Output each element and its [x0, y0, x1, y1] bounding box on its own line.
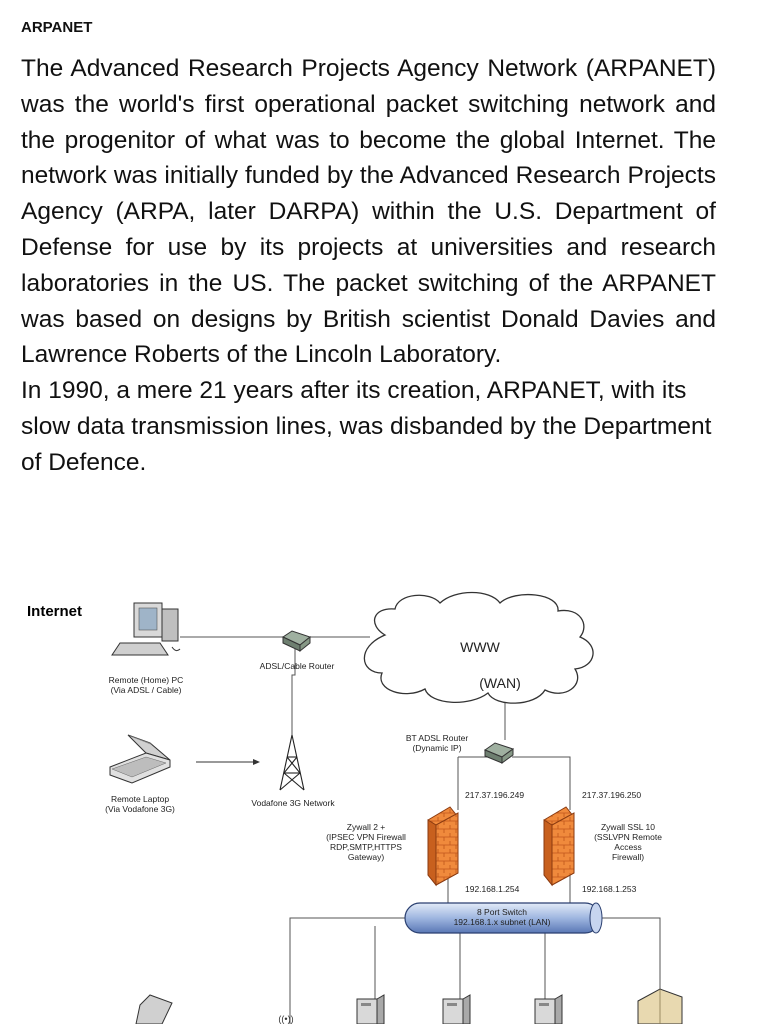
remote-pc-sublabel: (Via ADSL / Cable) — [110, 685, 182, 695]
zywall-left-label-4: Gateway) — [347, 852, 385, 862]
zywall-right-label-4: Firewall) — [611, 852, 645, 862]
laptop-bottom-icon — [136, 995, 172, 1024]
server-tower-icon — [638, 989, 682, 1024]
server-icon-3 — [535, 995, 562, 1024]
internet-label: Internet — [27, 603, 83, 620]
remote-laptop-sublabel: (Via Vodafone 3G) — [105, 804, 175, 814]
zywall-left-label-2: (IPSEC VPN Firewall — [326, 832, 406, 842]
switch-sublabel: 192.168.1.x subnet (LAN) — [453, 917, 551, 927]
server-icon-1 — [357, 995, 384, 1024]
zywall-right-label-1: Zywall SSL 10 — [600, 822, 656, 832]
article-body — [21, 51, 716, 481]
network-diagram — [0, 585, 768, 1024]
remote-pc-label: Remote (Home) PC — [108, 675, 184, 685]
server-icon-2 — [443, 995, 470, 1024]
paragraph-intro: The Advanced Research Projects Agency Network (ARPANET) was the world's first operational packet switching network and the progenitor of what was to become the global Internet. The network was initially funded by the Advanced Research Projects Agency (ARPA, later DARPA) within the U.S. Department of Defense for use by its projects at universities and research laboratories in the US. The packet switching of the ARPANET was based on designs by British scientist Donald Davies and Lawrence Roberts of the Lincoln Laboratory. — [21, 55, 716, 369]
firewall-right-icon — [544, 807, 574, 885]
remote-laptop-label: Remote Laptop — [110, 794, 170, 804]
laptop-icon — [110, 735, 170, 783]
bt-router-icon — [485, 743, 513, 763]
wifi-icon — [278, 1014, 293, 1024]
zywall-left-label-1: Zywall 2 + — [346, 822, 386, 832]
bt-router-sublabel: (Dynamic IP) — [412, 743, 462, 753]
firewall-left-icon — [428, 807, 458, 885]
ip-left-wan: 217.37.196.249 — [465, 790, 525, 800]
desktop-pc-icon — [112, 603, 180, 655]
cloud-wan-label: (WAN) — [479, 675, 521, 691]
zywall-right-label-3: Access — [614, 842, 642, 852]
ip-right-wan: 217.37.196.250 — [582, 790, 642, 800]
document-heading: ARPANET — [21, 19, 93, 36]
cloud-www-label: WWW — [460, 639, 500, 655]
zywall-left-label-3: RDP,SMTP,HTTPS — [330, 842, 402, 852]
adsl-router-label: ADSL/Cable Router — [259, 661, 335, 671]
ip-left-lan: 192.168.1.254 — [465, 884, 520, 894]
svg-text:((•)): ((•)) — [278, 1014, 294, 1024]
cell-tower-icon — [280, 735, 304, 790]
switch-label: 8 Port Switch — [476, 907, 528, 917]
ip-right-lan: 192.168.1.253 — [582, 884, 637, 894]
zywall-right-label-2: (SSLVPN Remote — [594, 832, 662, 842]
adsl-router-icon — [283, 631, 310, 651]
arrow-icon — [196, 759, 260, 765]
vodafone-label: Vodafone 3G Network — [251, 798, 335, 808]
connection-lines — [180, 637, 660, 1024]
paragraph-disbanded: In 1990, a mere 21 years after its creation, ARPANET, with its slow data transmission lines, was disbanded by the Department of Defence. — [21, 377, 712, 476]
bt-router-label: BT ADSL Router — [405, 733, 469, 743]
